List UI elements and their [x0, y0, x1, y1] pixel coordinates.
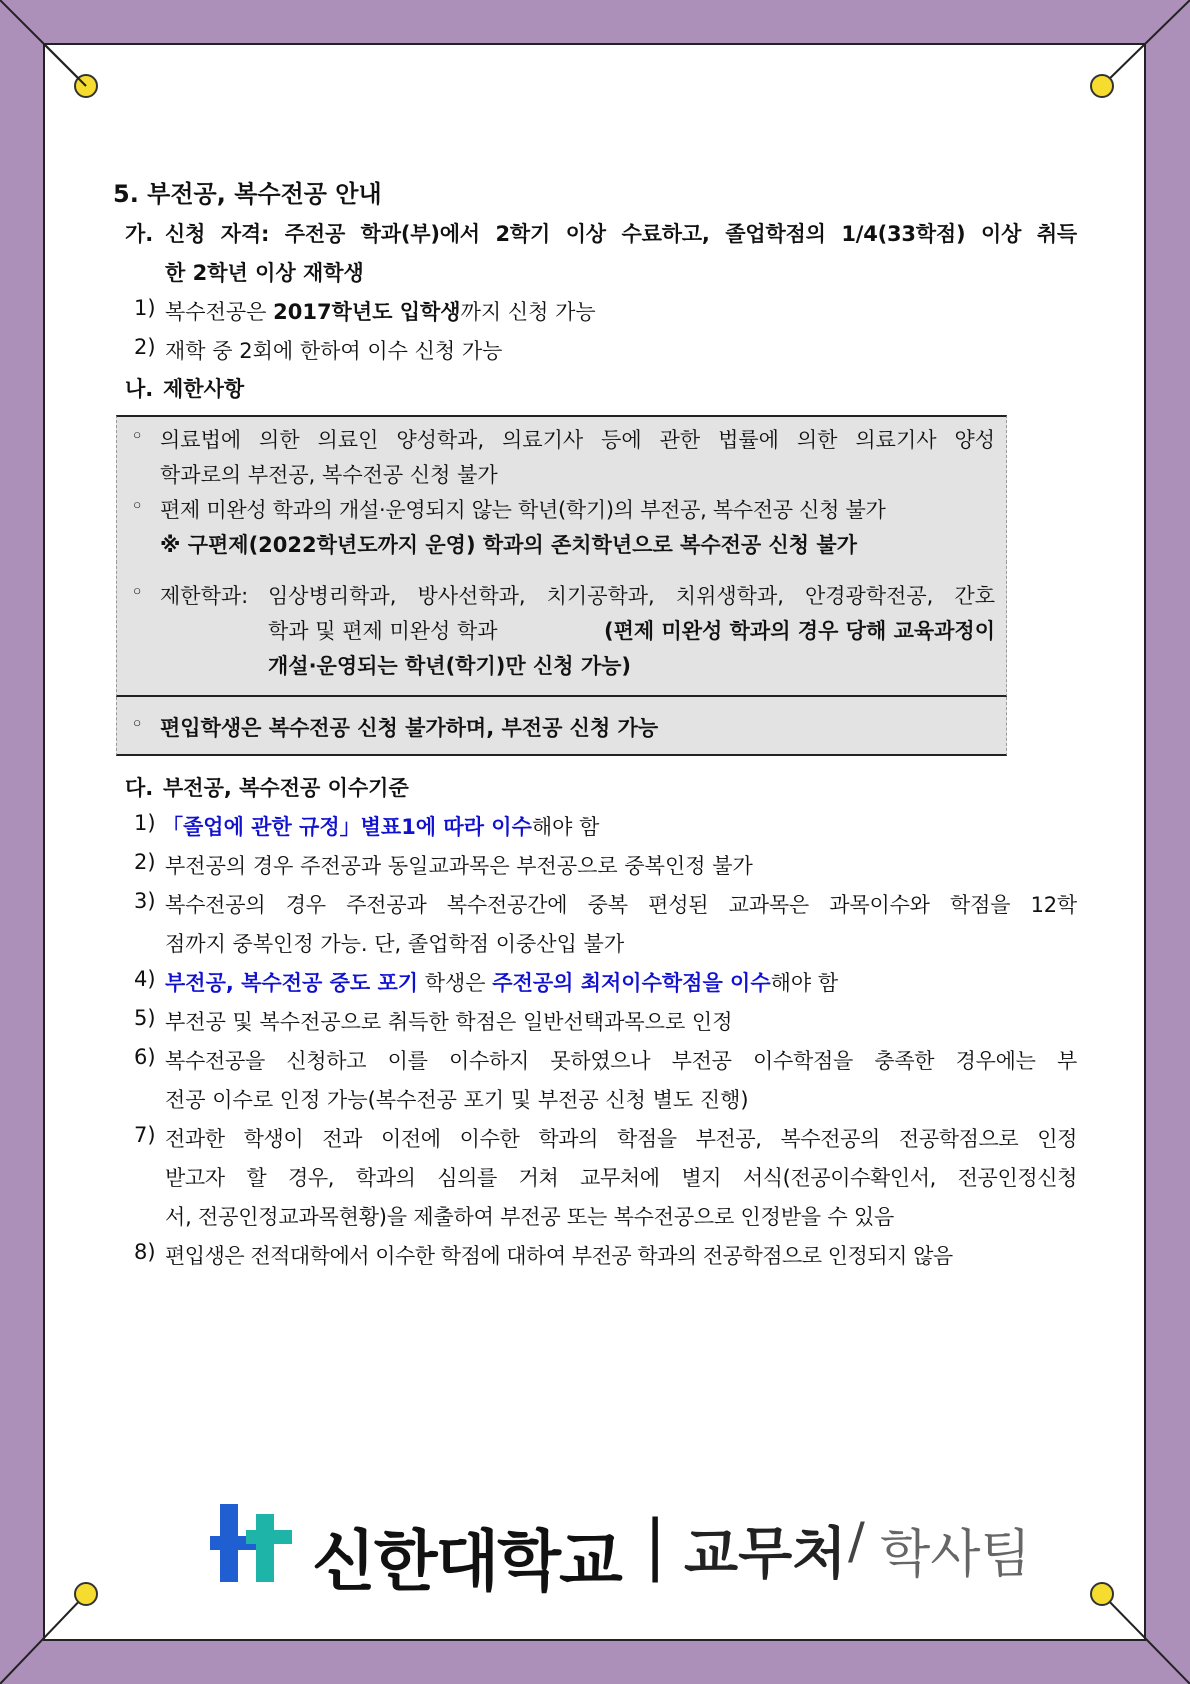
ga-item1-num: 1) [134, 296, 156, 320]
pin-icon [75, 1583, 97, 1605]
da-item2-num: 2) [134, 850, 156, 874]
ga-item2-num: 2) [134, 335, 156, 359]
restriction-old-curriculum: ※ 구편제(2022학년도까지 운영) 학과의 존치학년으로 복수전공 신청 불가 [160, 533, 857, 557]
restriction-incomplete: 편제 미완성 학과의 개설·운영되지 않는 학년(학기)의 부전공, 복수전공 신청 불가 [160, 498, 886, 522]
restricted-depts-label: 제한학과: [160, 584, 249, 608]
na-label: 나. [125, 377, 154, 401]
da-item2: 부전공의 경우 주전공과 동일교과목은 부전공으로 중복인정 불가 [165, 854, 753, 878]
da-item7-line3: 서, 전공인정교과목현황)을 제출하여 부전공 또는 복수전공으로 인정받을 수 있음 [165, 1205, 895, 1229]
ga-item1: 복수전공은 2017학년도 입학생까지 신청 가능 [165, 300, 596, 324]
university-logo-icon [210, 1500, 300, 1588]
ga-label: 가. [125, 222, 154, 246]
da-item6-num: 6) [134, 1045, 156, 1069]
da-item6-line1: 복수전공을 신청하고 이를 이수하지 못하였으나 부전공 이수학점을 충족한 경우에는 부 [165, 1049, 1077, 1073]
restricted-depts-line2: 학과 및 편제 미완성 학과 (편제 미완성 학과의 경우 당해 교육과정이 [268, 619, 995, 643]
da-item3-num: 3) [134, 889, 156, 913]
da-item7-line1: 전과한 학생이 전과 이전에 이수한 학과의 학점을 부전공, 복수전공의 전공학점으로 인정 [165, 1127, 1077, 1151]
da-item7-num: 7) [134, 1123, 156, 1147]
da-item3-line2: 점까지 중복인정 가능. 단, 졸업학점 이중산입 불가 [165, 932, 625, 956]
da-item8-num: 8) [134, 1240, 156, 1264]
bullet-icon: ◦ [131, 424, 144, 448]
da-item5-num: 5) [134, 1006, 156, 1030]
bullet-icon: ◦ [131, 580, 144, 604]
da-item3-line1: 복수전공의 경우 주전공과 복수전공간에 중복 편성된 교과목은 과목이수와 학점을 12학 [165, 893, 1077, 917]
restricted-depts-line3: 개설·운영되는 학년(학기)만 신청 가능) [268, 654, 631, 678]
footer-slash: / [848, 1512, 865, 1570]
bullet-icon: ◦ [131, 494, 144, 518]
bullet-icon: ◦ [131, 712, 144, 736]
footer-office-name: 교무처 [684, 1522, 847, 1587]
da-item1-num: 1) [134, 811, 156, 835]
na-title: 제한사항 [163, 377, 245, 401]
footer-team-name: 학사팀 [880, 1525, 1031, 1585]
footer-university-name: 신한대학교 [312, 1523, 621, 1600]
footer-separator: | [644, 1506, 667, 1583]
ga-qualification-line2: 한 2학년 이상 재학생 [165, 261, 364, 285]
da-item4-num: 4) [134, 967, 156, 991]
da-label: 다. [125, 776, 154, 800]
da-item7-line2: 받고자 할 경우, 학과의 심의를 거쳐 교무처에 별지 서식(전공이수확인서, 전공인정신청 [165, 1166, 1077, 1190]
pin-icon [1091, 1583, 1113, 1605]
da-item6-line2: 전공 이수로 인정 가능(복수전공 포기 및 부전공 신청 별도 진행) [165, 1088, 749, 1112]
da-title: 부전공, 복수전공 이수기준 [163, 776, 409, 800]
da-item5: 부전공 및 복수전공으로 취득한 학점은 일반선택과목으로 인정 [165, 1010, 733, 1034]
da-item4: 부전공, 복수전공 중도 포기 학생은 주전공의 최저이수학점을 이수해야 함 [165, 971, 839, 995]
restriction-medical-line1: 의료법에 의한 의료인 양성학과, 의료기사 등에 관한 법률에 의한 의료기사 양성 [160, 428, 995, 452]
ga-item2: 재학 중 2회에 한하여 이수 신청 가능 [165, 339, 503, 363]
da-item8: 편입생은 전적대학에서 이수한 학점에 대하여 부전공 학과의 전공학점으로 인정되지 않음 [165, 1244, 953, 1268]
restriction-transfer: 편입학생은 복수전공 신청 불가하며, 부전공 신청 가능 [160, 716, 659, 740]
pin-icon [1091, 75, 1113, 97]
ga-qualification-line1: 신청 자격: 주전공 학과(부)에서 2학기 이상 수료하고, 졸업학점의 1/4(33학점) 이상 취득 [165, 222, 1077, 246]
da-item1: 「졸업에 관한 규정」별표1에 따라 이수해야 함 [162, 815, 600, 839]
section-title: 5. 부전공, 복수전공 안내 [113, 180, 382, 208]
restriction-medical-line2: 학과로의 부전공, 복수전공 신청 불가 [160, 463, 498, 487]
restricted-depts-line1: 임상병리학과, 방사선학과, 치기공학과, 치위생학과, 안경광학전공, 간호 [268, 584, 995, 608]
